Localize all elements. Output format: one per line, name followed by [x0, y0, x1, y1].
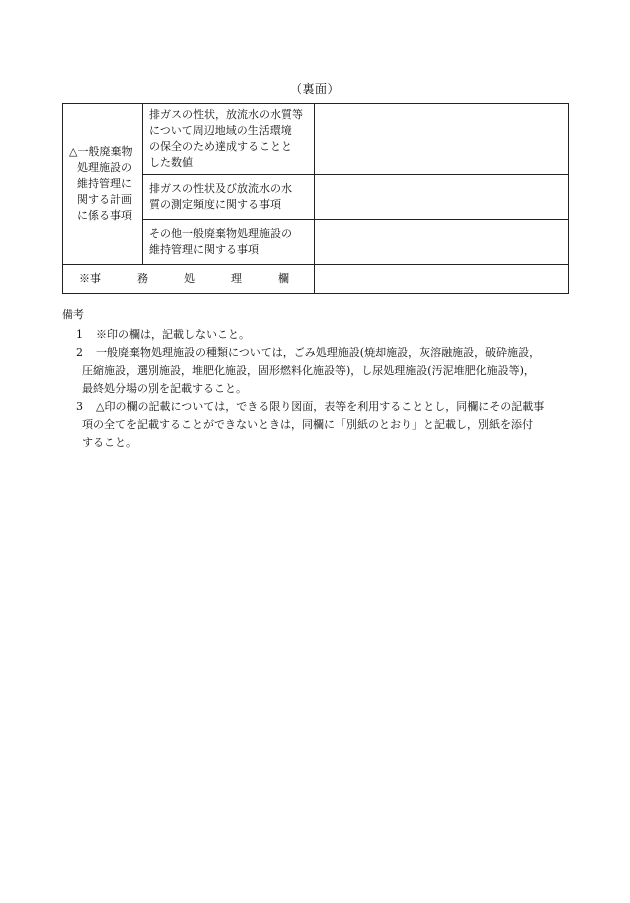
note-number: 1	[76, 328, 83, 341]
item-measurement-frequency	[143, 175, 315, 220]
category-line: 関する計画	[77, 193, 132, 206]
note-line: 圧縮施設，選別施設，堆肥化施設，固形燃料化施設等)，し尿処理施設(汚泥堆肥化施設等)，	[82, 364, 535, 377]
office-label-char: 処	[184, 272, 195, 285]
note-item	[62, 326, 568, 344]
office-label-char: 理	[231, 272, 242, 285]
category-line: 処理施設の	[77, 161, 132, 174]
office-label-char: 欄	[278, 272, 289, 285]
note-item	[62, 398, 568, 452]
note-line: △印の欄の記載については，できる限り図面，表等を利用することとし，同欄にその記載事	[96, 400, 545, 413]
item-line: その他一般廃棄物処理施設の	[149, 227, 292, 240]
category-cell	[63, 104, 143, 265]
note-line: ※印の欄は，記載しないこと。	[96, 328, 250, 341]
item-line: 排ガスの性状及び放流水の水	[149, 182, 292, 195]
item-line: の保全のため達成することと	[149, 140, 292, 153]
value-field-emission-target[interactable]	[315, 104, 569, 175]
value-field-measurement-frequency[interactable]	[315, 175, 569, 220]
value-field-other-maintenance[interactable]	[315, 220, 569, 265]
note-item	[62, 344, 568, 398]
item-line: 維持管理に関する事項	[149, 243, 259, 256]
notes-title: 備考	[62, 308, 84, 321]
item-line: 質の測定頻度に関する事項	[149, 198, 281, 211]
office-label-char: 務	[137, 272, 148, 285]
item-line: について周辺地域の生活環境	[149, 124, 292, 137]
note-line: 最終処分場の別を記載すること。	[82, 382, 247, 395]
category-line: に係る事項	[77, 209, 132, 222]
note-line: 項の全てを記載することができないときは，同欄に「別紙のとおり」と記載し，別紙を添付	[82, 418, 533, 431]
item-emission-target-values	[143, 104, 315, 175]
office-use-field	[315, 265, 569, 294]
item-line: 排ガスの性状，放流水の水質等	[149, 108, 303, 121]
maintenance-plan-table	[62, 103, 569, 294]
page-side-label: （裏面）	[289, 82, 340, 96]
note-number: 2	[76, 346, 83, 359]
category-line: △一般廃棄物	[69, 145, 133, 158]
item-other-maintenance	[143, 220, 315, 265]
note-line: 一般廃棄物処理施設の種類については，ごみ処理施設(焼却施設，灰溶融施設，破砕施設，	[96, 346, 541, 359]
notes-section	[62, 306, 568, 452]
office-label-char: ※事	[79, 272, 101, 285]
item-line: した数値	[149, 156, 193, 169]
note-line: すること。	[82, 436, 137, 449]
note-number: 3	[76, 400, 83, 413]
category-line: 維持管理に	[77, 177, 132, 190]
office-use-label-cell	[63, 265, 315, 294]
